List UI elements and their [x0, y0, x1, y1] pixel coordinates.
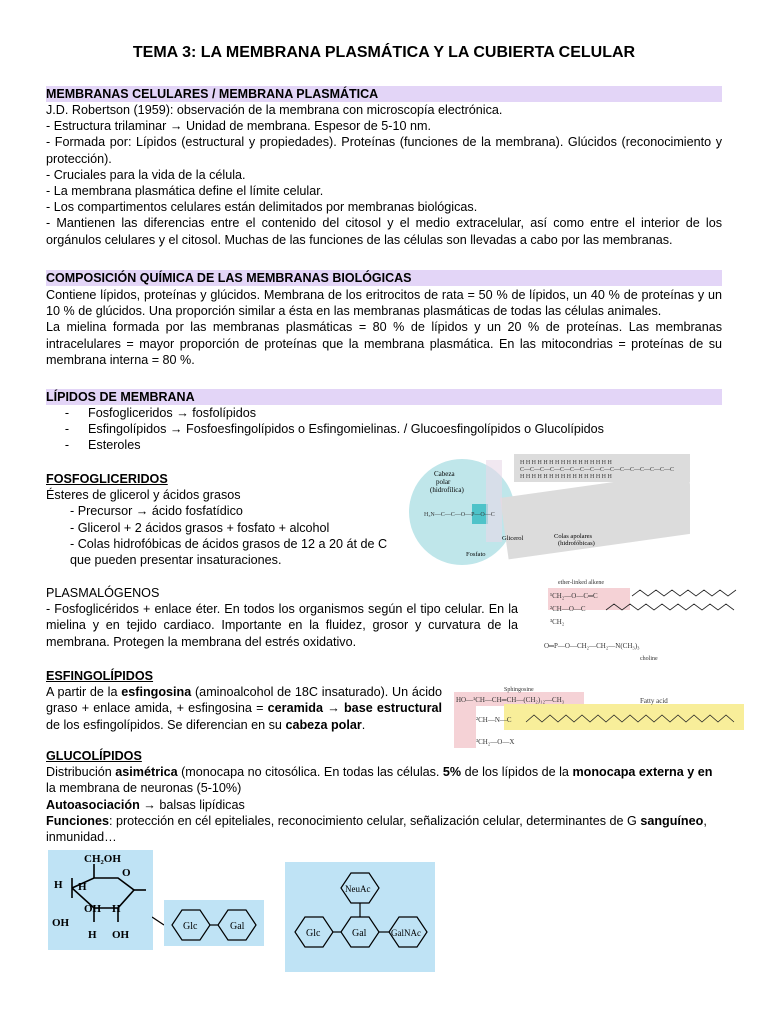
svg-text:²CH—N—C: ²CH—N—C — [476, 716, 512, 724]
svg-text:¹CH₂—O—C═C: ¹CH₂—O—C═C — [550, 592, 598, 600]
svg-text:OH: OH — [112, 929, 130, 941]
svg-text:H: H — [88, 929, 97, 941]
lactosyl-figure — [152, 880, 264, 978]
svg-text:H₃N—C—C—O—P—O—C: H₃N—C—C—O—P—O—C — [424, 512, 495, 518]
sphingosine-highlight-2 — [454, 706, 476, 748]
svg-text:polar: polar — [436, 478, 451, 486]
svg-text:³CH₂—O—X: ³CH₂—O—X — [476, 738, 515, 746]
svg-text:Gal: Gal — [230, 921, 245, 932]
svg-text:Cabeza: Cabeza — [434, 470, 455, 478]
sphingolipid-figure — [454, 686, 744, 752]
svg-text:³CH₂: ³CH₂ — [550, 618, 565, 626]
list-item: - Esteroles — [64, 438, 141, 453]
svg-text:Sphingosine: Sphingosine — [504, 687, 534, 693]
plasmalogen-figure — [540, 574, 745, 664]
svg-text:Colas apolares: Colas apolares — [554, 533, 593, 540]
svg-text:Gal: Gal — [352, 928, 367, 939]
svg-text:Fosfato: Fosfato — [466, 551, 486, 558]
list-item: - Fosfogliceridos → fosfolípidos — [64, 406, 256, 420]
svg-text:CH₂OH: CH₂OH — [84, 853, 121, 865]
svg-text:choline: choline — [640, 656, 658, 662]
svg-text:²CH—O—C: ²CH—O—C — [550, 605, 586, 613]
plasmalogenos-block: PLASMALÓGENOS - Fosfoglicéridos + enlace éter. En todos los organismos según el tipo celular. En la mielina y en tejido cardiaco. Importante en la fluidez, grosor y curvatura de la membrana. Protegen la membrana del estrés oxidativo. — [46, 586, 518, 649]
svg-text:Glc: Glc — [306, 928, 321, 939]
svg-text:Fatty acid: Fatty acid — [640, 697, 668, 705]
glycerol-box — [486, 460, 502, 542]
list-item: - Esfingolípidos → Fosfoesfingolípidos o Esfingomielinas. / Glucoesfingolípidos o Glucolípidos — [64, 422, 604, 437]
svg-text:O═P—O—CH₂—CH₂—N(CH₃)₃: O═P—O—CH₂—CH₂—N(CH₃)₃ — [544, 642, 640, 650]
section-heading-composicion: COMPOSICIÓN QUÍMICA DE LAS MEMBRANAS BIOLÓGICAS — [46, 270, 722, 286]
section-body-membranas: J.D. Robertson (1959): observación de la membrana con microscopía electrónica. - Estructura trilaminar → Unidad de membrana. Espesor de 5-10 nm. - Formada por: Lípidos (estructural y propiedades). Proteínas (funciones de la membrana). Glúcidos (reconocimiento y protección). - Cruciales para la vida de la célula. - La membrana plasmática define el límite celular. - Los compartimentos celulares están delimitados por membranas biológicas. - Mantienen las diferencias entre el contenido del citosol y el medio extracelular, así como entre el interior de los orgánulos celulares y el citosol. Muchas de las funciones de las células son llevadas a cabo por las membranas. — [46, 103, 722, 247]
subsection-title-glucolipidos: GLUCOLÍPIDOS — [46, 749, 142, 763]
subsection-title-fosfogliceridos: FOSFOGLICERIDOS — [46, 472, 168, 486]
svg-text:Glicerol: Glicerol — [502, 535, 524, 542]
section-heading-membranas: MEMBRANAS CELULARES / MEMBRANA PLASMÁTICA — [46, 86, 722, 102]
svg-text:HO—¹CH—CH═CH—(CH₂)₁₂—CH₃: HO—¹CH—CH═CH—(CH₂)₁₂—CH₃ — [456, 696, 565, 704]
svg-text:O: O — [122, 867, 131, 879]
svg-text:H: H — [112, 903, 121, 915]
esfingolipidos-block: ESFINGOLÍPIDOS A partir de la esfingosina (aminoalcohol de 18C insaturado). Un ácido graso + enlace amida, + esfingosina = ceramida → base estructural de los esfingolípidos. Se diferencian en su cabeza polar. — [46, 669, 442, 732]
svg-text:NeuAc: NeuAc — [345, 884, 371, 894]
page-title: TEMA 3: LA MEMBRANA PLASMÁTICA Y LA CUBIERTA CELULAR — [132, 44, 636, 61]
phospholipid-figure — [406, 444, 690, 572]
glucose-figure — [48, 850, 153, 950]
svg-text:OH: OH — [84, 903, 102, 915]
section-body-composicion: Contiene lípidos, proteínas y glúcidos. Membrana de los eritrocitos de rata = 50 % de lípidos, un 40 % de proteínas y un 10 % de glúcidos. Una proporción similar a ésta en las membranas plasmáticas de todas las células animales. La mielina formada por las membranas plasmáticas = 80 % de lípidos y un 20 % de proteínas. Las membranas intracelulares = mayor proporción de proteínas que la membrana plasmática. En las mitocondrias = proteínas de su membrana interna = 80 %. — [46, 288, 722, 367]
svg-text:(hidrofóbicas): (hidrofóbicas) — [558, 540, 595, 547]
svg-text:C—C—C—C—C—C—C—C—C—C—C—C—C—C—C—: C—C—C—C—C—C—C—C—C—C—C—C—C—C—C—C — [520, 467, 675, 473]
svg-text:H H H H H H H H H H: H H H H H H H H H H H H H H H H — [520, 474, 612, 480]
glucolipidos-block: GLUCOLÍPIDOS Distribución asimétrica (monocapa no citosólica. En todas las células. 5% de los lípidos de la monocapa externa y en la membrana de neuronas (5-10%) Autoasociación → balsas lipídicas Funciones: protección en cél epiteliales, reconocimiento celular, señalización celular, determinantes de G sanguíneo, inmunidad… — [46, 748, 722, 845]
svg-text:GalNAc: GalNAc — [391, 928, 421, 938]
subsection-title-plasmalogenos: PLASMALÓGENOS — [46, 586, 160, 600]
tail-2 — [500, 472, 690, 560]
subsection-title-esfingolipidos: ESFINGOLÍPIDOS — [46, 669, 154, 683]
svg-text:OH: OH — [52, 917, 70, 929]
svg-text:H: H — [54, 879, 63, 891]
svg-text:Glc: Glc — [183, 921, 198, 932]
section-heading-lipidos: LÍPIDOS DE MEMBRANA — [46, 389, 722, 405]
svg-text:(hidrofílica): (hidrofílica) — [430, 486, 464, 494]
alkyl-chain — [632, 590, 736, 596]
svg-text:H H H H H H H H H H: H H H H H H H H H H H H H H H H — [520, 460, 612, 466]
fosfogliceridos-block: FOSFOGLICERIDOS Ésteres de glicerol y ácidos grasos - Precursor → ácido fosfatídico - Glicerol + 2 ácidos grasos + fosfato + alcohol - Colas hidrofóbicas de ácidos grasos de 12 a 20 át de C que pueden presentar insaturaciones. — [46, 471, 396, 568]
svg-text:H: H — [78, 881, 87, 893]
svg-text:ether-linked alkene: ether-linked alkene — [558, 580, 605, 586]
ganglioside-figure — [285, 862, 435, 972]
